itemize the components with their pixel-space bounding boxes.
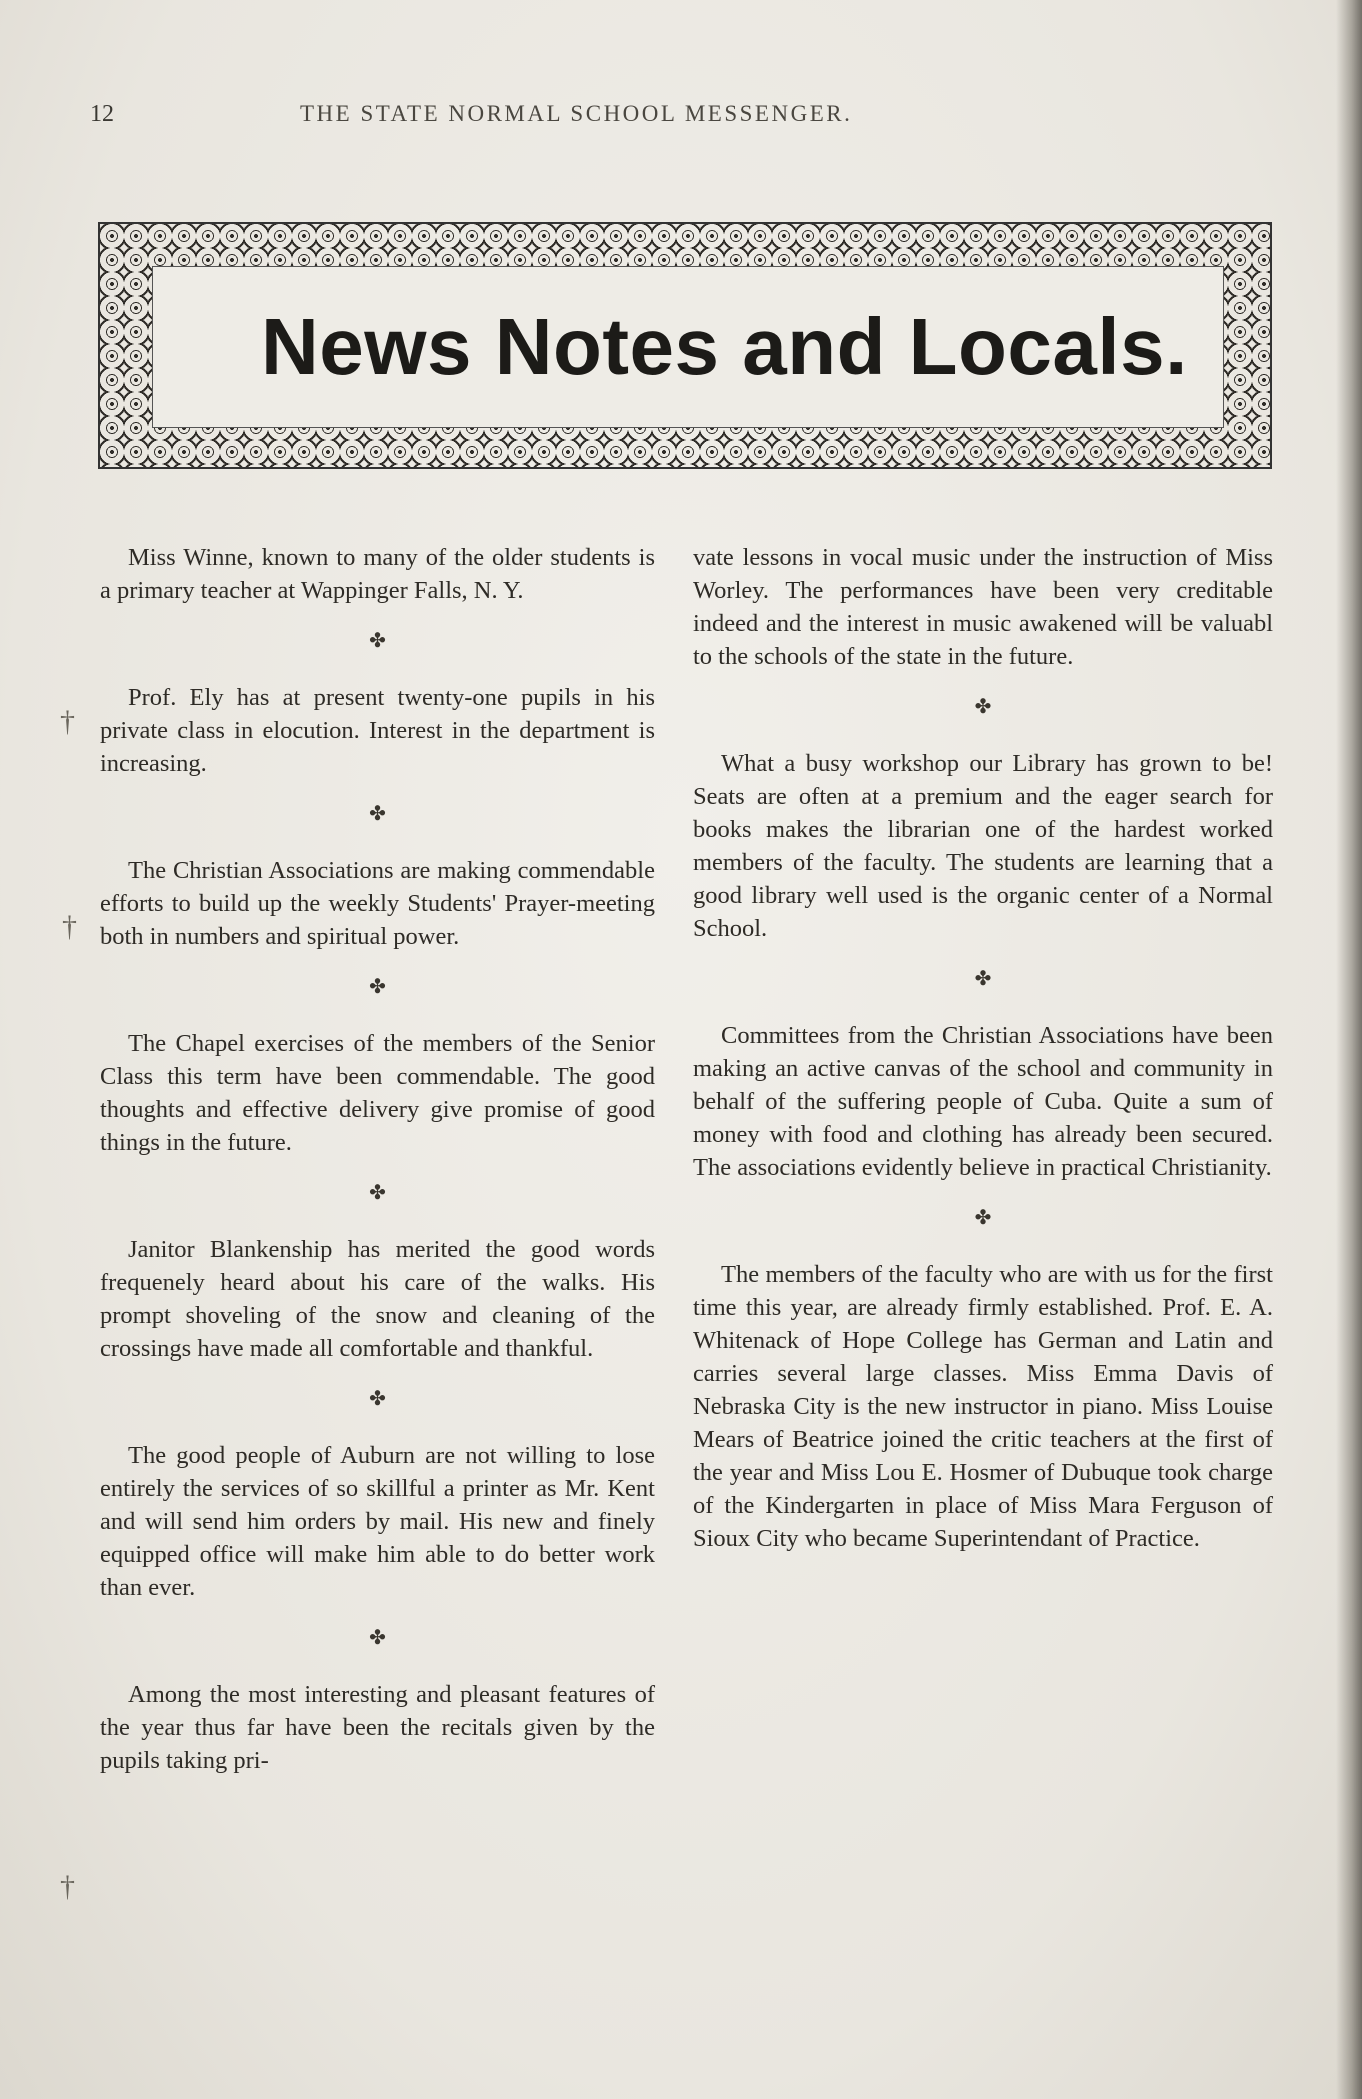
ornament-icon: ✤	[369, 630, 386, 652]
ornament-icon: ✤	[369, 1182, 386, 1204]
margin-mark: †	[62, 910, 77, 943]
news-item: The Chapel exercises of the members of the Senior Class this term have been commendable. The good thoughts and effective delivery give promise of good things in the future.	[100, 1030, 655, 1156]
news-item: What a busy workshop our Library has grown to be! Seats are often at a premium and the eager search for books makes the librarian one of the hardest worked members of the faculty. The students are learning that a good library well used is the organic center of a Normal School.	[693, 750, 1273, 942]
news-item: The members of the faculty who are with us for the first time this year, are already firmly established. Prof. E. A. Whitenack of Hope College has German and Latin and carries several large classes. Miss Emma Davis of Nebraska City is the new instructor in piano. Miss Louise Mears of Beatrice joined the critic teachers at the first of the year and Miss Lou E. Hosmer of Dubuque took charge of the Kindergarten in place of Miss Mara Ferguson of Sioux City who became Superintendant of Practice.	[693, 1261, 1273, 1552]
ornament-icon: ✤	[369, 803, 386, 825]
news-item: Janitor Blankenship has merited the good words frequenely heard about his care of the walks. His prompt shoveling of the snow and cleaning of the crossings have made all comfortable and thankful.	[100, 1236, 655, 1362]
news-item: Committees from the Christian Associations have been making an active canvas of the school and community in behalf of the suffering people of Cuba. Quite a sum of money with food and clothing has already been secured. The associations evidently believe in practical Christianity.	[693, 1022, 1273, 1181]
ornament-icon: ✤	[369, 1388, 386, 1410]
news-item: Among the most interesting and pleasant features of the year thus far have been the recitals given by the pupils taking pri-	[100, 1681, 655, 1774]
news-item-continued: vate lessons in vocal music under the instruction of Miss Worley. The performances have been very creditable indeed and the interest in music awakened will be valuabl to the schools of the state in the future.	[693, 544, 1273, 670]
margin-mark: †	[60, 1870, 75, 1903]
banner-panel	[152, 266, 1224, 428]
page-number: 12	[90, 101, 114, 127]
ornament-icon: ✤	[369, 976, 386, 998]
right-column	[693, 541, 1273, 1555]
news-item: The good people of Auburn are not willing to lose entirely the services of so skillful a printer as Mr. Kent and will send him orders by mail. His new and finely equipped office will make him able to do better work than ever.	[100, 1442, 655, 1601]
ornament-icon: ✤	[974, 696, 992, 718]
ornament-icon: ✤	[974, 1207, 992, 1229]
binding-shadow	[1336, 0, 1362, 2099]
news-item: Prof. Ely has at present twenty-one pupils in his private class in elocution. Interest in the department is increasing.	[100, 684, 655, 777]
running-title: THE STATE NORMAL SCHOOL MESSENGER.	[300, 101, 853, 126]
section-title: News Notes and Locals.	[261, 302, 1188, 391]
news-item: Miss Winne, known to many of the older students is a primary teacher at Wappinger Falls, N. Y.	[100, 544, 655, 604]
news-item: The Christian Associations are making commendable efforts to build up the weekly Students' Prayer-meeting both in numbers and spiritual power.	[100, 857, 655, 950]
ornament-icon: ✤	[974, 968, 992, 990]
left-column	[100, 541, 655, 1777]
margin-mark: †	[60, 705, 75, 738]
section-banner	[98, 222, 1272, 469]
ornament-icon: ✤	[369, 1627, 386, 1649]
